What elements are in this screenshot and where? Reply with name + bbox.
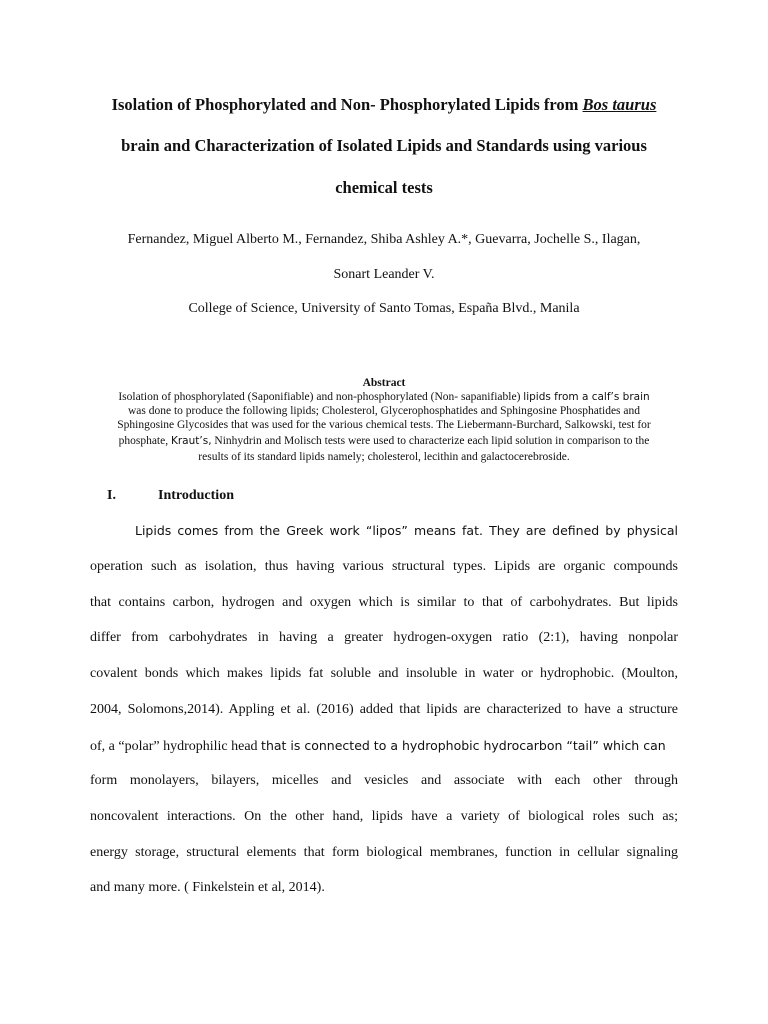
authors-line-1: Fernandez, Miguel Alberto M., Fernandez, Shiba Ashley A.*, Guevarra, Jochelle S., Ilagan, bbox=[127, 232, 641, 247]
section-title: Introduction bbox=[158, 488, 234, 503]
abstract-line-4 bbox=[0, 434, 768, 448]
title-line-2: brain and Characterization of Isolated Lipids and Standards using various bbox=[121, 136, 647, 155]
body-line-1 bbox=[135, 522, 678, 541]
abstract-heading: Abstract bbox=[362, 377, 406, 389]
body-text: of, a “polar” hydrophilic head bbox=[90, 739, 262, 754]
body-line-5: covalent bonds which makes lipids fat soluble and insoluble in water or hydrophobic. (Moulton, bbox=[90, 666, 678, 681]
body-line-3: that contains carbon, hydrogen and oxygen which is similar to that of carbohydrates. But lipids bbox=[90, 595, 678, 610]
abstract-line-3: Sphingosine Glycosides that was used for the various chemical tests. The Liebermann-Burchard, Salkowski, test for bbox=[117, 419, 651, 431]
abstract-alt-text: Kraut’s, bbox=[170, 435, 212, 447]
title-line-3: chemical tests bbox=[335, 178, 433, 197]
authors-line-2: Sonart Leander V. bbox=[333, 267, 435, 282]
title-line-1 bbox=[0, 95, 768, 115]
body-line-7 bbox=[90, 737, 678, 756]
body-line-2: operation such as isolation, thus having various structural types. Lipids are organic compounds bbox=[90, 559, 678, 574]
body-line-10: energy storage, structural elements that form biological membranes, function in cellular signaling bbox=[90, 845, 678, 860]
abstract-line-2: was done to produce the following lipids; Cholesterol, Glycerophosphatides and Sphingosine Phosphatides and bbox=[128, 405, 640, 417]
abstract-text: phosphate, bbox=[118, 435, 171, 447]
abstract-alt-text: lipids from a calf’s brain bbox=[523, 391, 650, 403]
title-text: Isolation of Phosphorylated and Non- Phosphorylated Lipids from bbox=[111, 95, 583, 114]
body-line-8: form monolayers, bilayers, micelles and vesicles and associate with each other through bbox=[90, 773, 678, 788]
body-line-11: and many more. ( Finkelstein et al, 2014). bbox=[90, 880, 325, 895]
body-alt-text: Lipids comes from the Greek work “lipos” means fat. They are defined by physical bbox=[135, 523, 678, 538]
body-line-9: noncovalent interactions. On the other hand, lipids have a variety of biological roles such as; bbox=[90, 809, 678, 824]
body-line-6: 2004, Solomons,2014). Appling et al. (2016) added that lipids are characterized to have a structure bbox=[90, 702, 678, 717]
body-line-4: differ from carbohydrates in having a greater hydrogen-oxygen ratio (2:1), having nonpolar bbox=[90, 630, 678, 645]
section-number: I. bbox=[107, 488, 116, 503]
abstract-line-1 bbox=[0, 390, 768, 404]
abstract-text: Ninhydrin and Molisch tests were used to characterize each lipid solution in comparison to the bbox=[211, 435, 650, 447]
abstract-text: Isolation of phosphorylated (Saponifiable) and non-phosphorylated (Non- sapanifiable) bbox=[118, 391, 524, 403]
affiliation: College of Science, University of Santo Tomas, España Blvd., Manila bbox=[188, 301, 580, 316]
body-alt-text: that is connected to a hydrophobic hydrocarbon “tail” which can bbox=[261, 738, 666, 753]
species-name: Bos taurus bbox=[582, 95, 657, 114]
abstract-line-5: results of its standard lipids namely; cholesterol, lecithin and galactocerebroside. bbox=[198, 451, 570, 463]
